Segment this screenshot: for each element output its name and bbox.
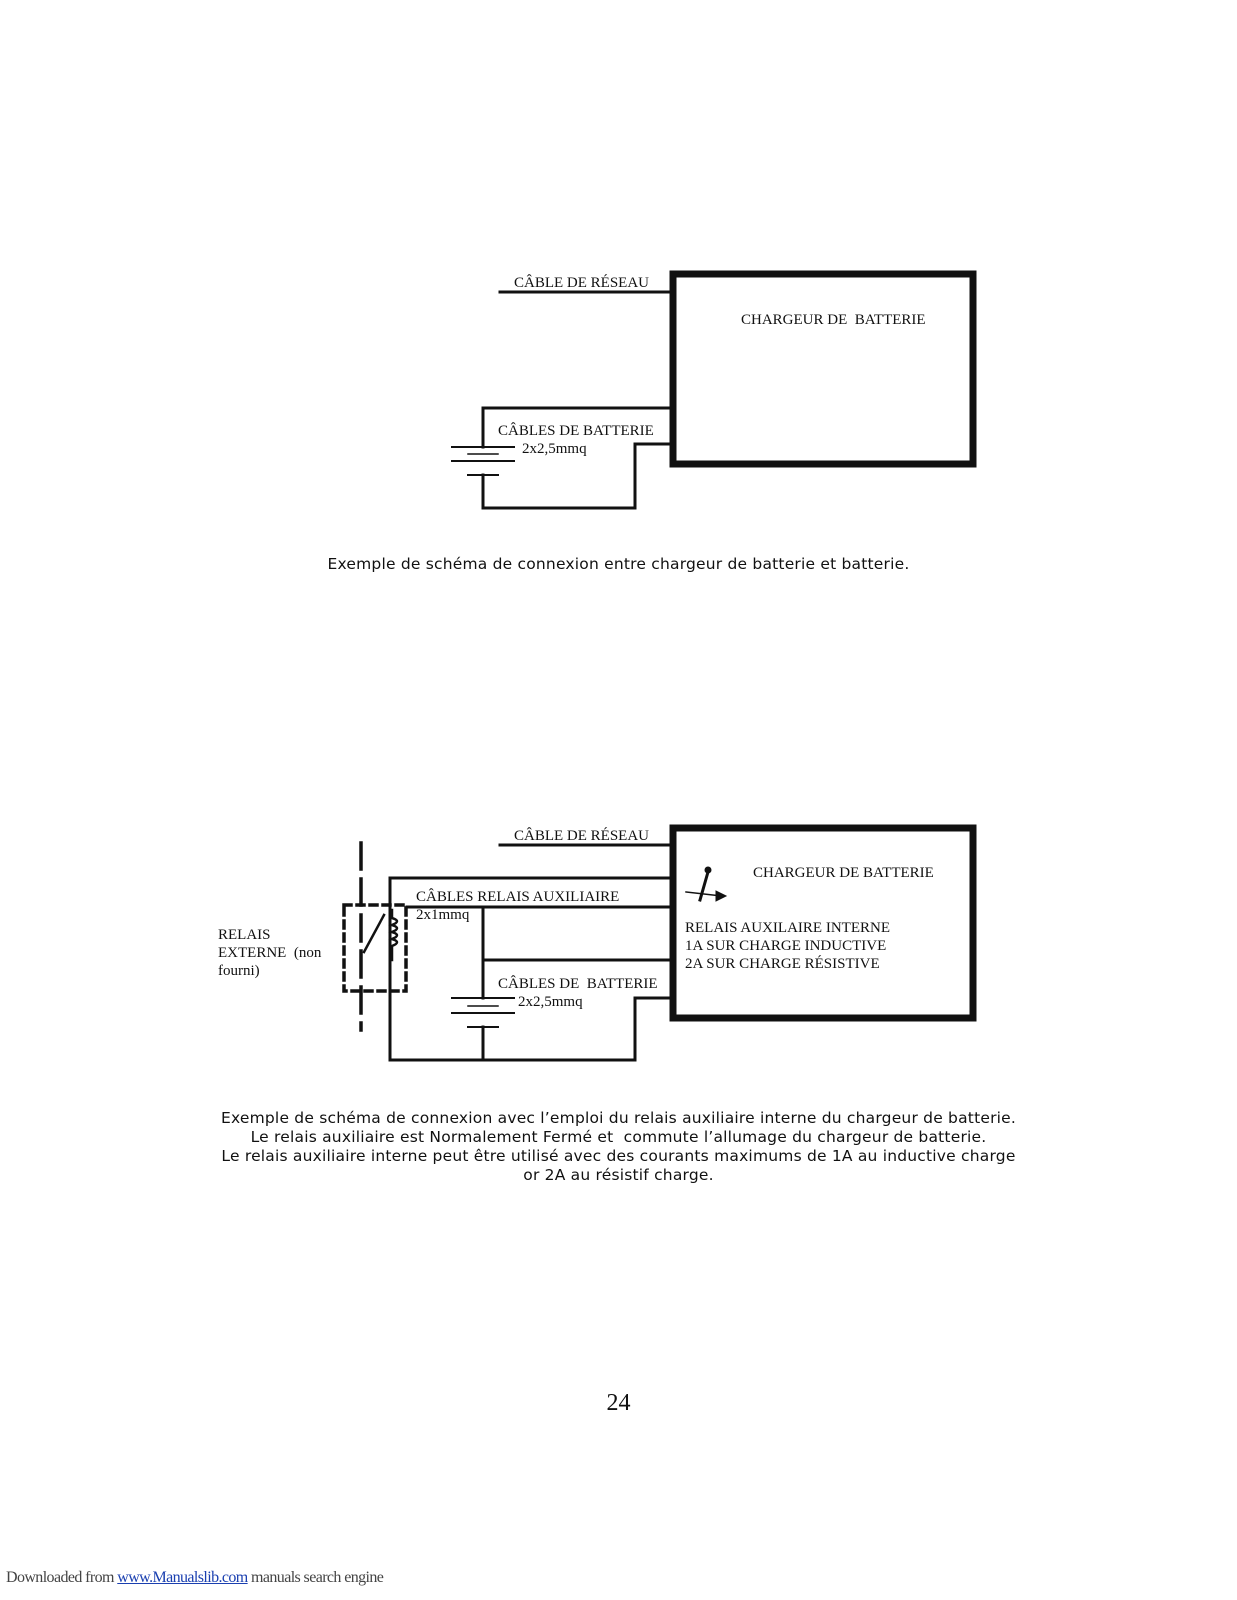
external-relay-label-line1: RELAIS bbox=[218, 927, 271, 943]
battery-symbol-2 bbox=[452, 998, 514, 1027]
caption-2-line4: or 2A au résistif charge. bbox=[523, 1166, 714, 1184]
battery-cable-size-2: 2x2,5mmq bbox=[518, 994, 583, 1010]
external-relay-box bbox=[344, 905, 406, 991]
footer-prefix: Downloaded from bbox=[6, 1569, 118, 1586]
external-relay-label-line3: fourni) bbox=[218, 963, 260, 979]
manualslib-link[interactable]: www.Manualslib.com bbox=[117, 1569, 248, 1586]
internal-relay-contact bbox=[686, 867, 726, 901]
internal-relay-label-line3: 2A SUR CHARGE RÉSISTIVE bbox=[685, 956, 880, 972]
network-cable-label-2: CÂBLE DE RÉSEAU bbox=[514, 828, 649, 844]
caption-diagram-1 bbox=[0, 555, 1237, 574]
page-number: 24 bbox=[606, 1390, 631, 1416]
caption-2-line3: Le relais auxiliaire interne peut être utilisé avec des courants maximums de 1A au inductive charge bbox=[221, 1147, 1016, 1165]
battery-cables-label-2: CÂBLES DE BATTERIE bbox=[498, 976, 658, 992]
aux-relay-wire-top bbox=[390, 878, 673, 1060]
external-relay-coil bbox=[392, 910, 397, 960]
footer-suffix: manuals search engine bbox=[247, 1569, 384, 1586]
battery-cable-size-1: 2x2,5mmq bbox=[522, 441, 587, 457]
external-relay-label-line2: EXTERNE (non bbox=[218, 945, 322, 961]
caption-2-line1: Exemple de schéma de connexion avec l’emploi du relais auxiliaire interne du chargeur de batterie. bbox=[220, 1109, 1017, 1127]
aux-relay-cables-label: CÂBLES RELAIS AUXILIAIRE bbox=[416, 889, 620, 905]
internal-relay-label-line2: 1A SUR CHARGE INDUCTIVE bbox=[685, 938, 887, 954]
caption-1-text: Exemple de schéma de connexion entre chargeur de batterie et batterie. bbox=[327, 555, 910, 573]
aux-relay-cable-size: 2x1mmq bbox=[416, 907, 470, 923]
internal-relay-label-line1: RELAIS AUXILAIRE INTERNE bbox=[685, 920, 890, 936]
charger-label-2: CHARGEUR DE BATTERIE bbox=[753, 865, 934, 881]
network-cable-label-1: CÂBLE DE RÉSEAU bbox=[514, 275, 649, 291]
external-relay-contact bbox=[364, 915, 384, 952]
caption-diagram-2 bbox=[0, 1109, 1237, 1185]
caption-2-line2: Le relais auxiliaire est Normalement Fermé et commute l’allumage du chargeur de batterie. bbox=[250, 1128, 987, 1146]
battery-cables-label-1: CÂBLES DE BATTERIE bbox=[498, 423, 654, 439]
download-footer bbox=[6, 1569, 383, 1587]
charger-label-1: CHARGEUR DE BATTERIE bbox=[741, 312, 926, 328]
